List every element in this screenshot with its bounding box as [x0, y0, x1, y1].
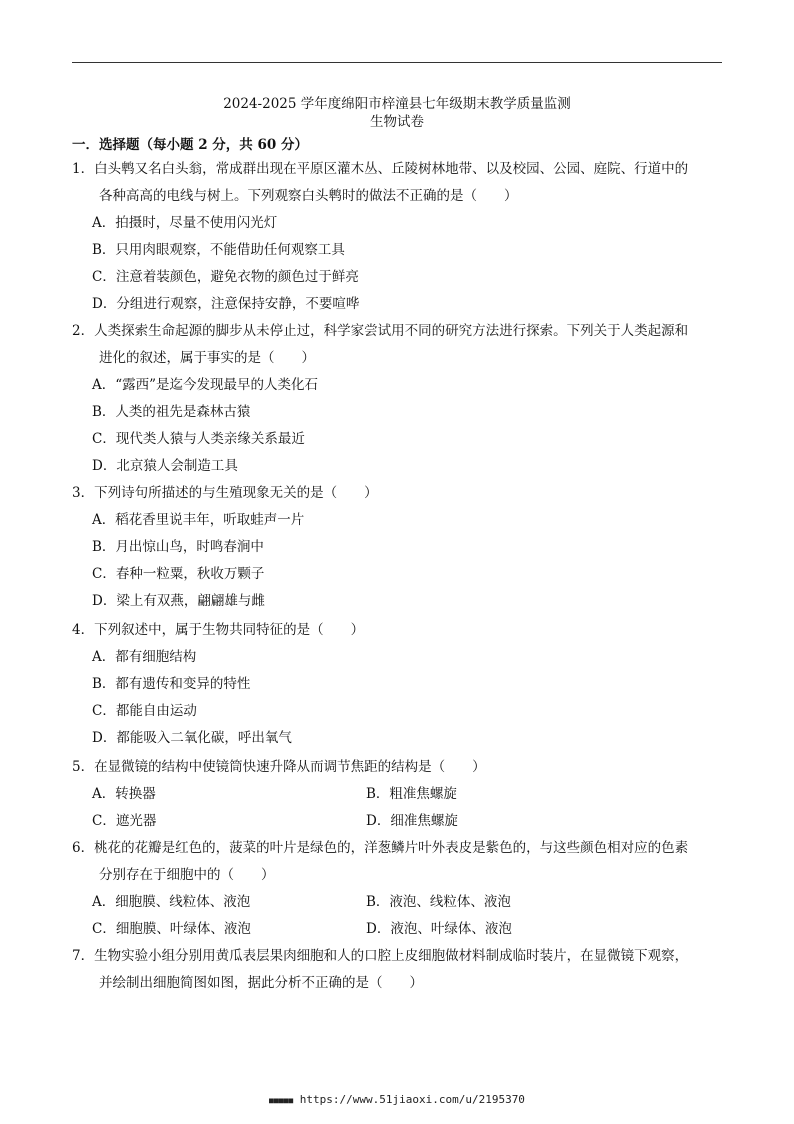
question-5-option-d: D．细准焦螺旋	[366, 813, 458, 829]
question-2-option-b: B．人类的祖先是森林古猿	[92, 404, 251, 420]
page-title: 2024-2025 学年度绵阳市梓潼县七年级期末教学质量监测	[223, 96, 571, 112]
question-5-option-a: A．转换器	[92, 786, 156, 802]
question-4-option-b: B．都有遗传和变异的特性	[92, 676, 251, 692]
question-1-line-1: 1．白头鹎又名白头翁，常成群出现在平原区灌木丛、丘陵树林地带、以及校园、公园、庭院、行道中的	[72, 161, 689, 177]
question-6-option-d: D．液泡、叶绿体、液泡	[366, 921, 512, 937]
question-1-option-d: D．分组进行观察，注意保持安静，不要喧哗	[92, 296, 360, 312]
question-3-line-1: 3．下列诗句所描述的与生殖现象无关的是（ ）	[72, 485, 378, 501]
question-7-line-2: 并绘制出细胞简图如图，据此分析不正确的是（ ）	[72, 975, 423, 991]
question-2-line-2: 进化的叙述，属于事实的是（ ）	[72, 350, 315, 366]
question-1-option-c: C．注意着装颜色，避免衣物的颜色过于鲜亮	[92, 269, 359, 285]
question-7-line-1: 7．生物实验小组分别用黄瓜表层果肉细胞和人的口腔上皮细胞做材料制成临时装片，在显微镜下观察，	[72, 948, 689, 964]
question-3-option-d: D．梁上有双燕，翩翩雄与雌	[92, 593, 265, 609]
page-subtitle: 生物试卷	[370, 114, 424, 130]
section-heading: 一．选择题（每小题 2 分，共 60 分）	[72, 137, 308, 153]
question-6-option-a: A．细胞膜、线粒体、液泡	[92, 894, 251, 910]
page-footer	[0, 1093, 794, 1106]
question-1-option-a: A．拍摄时，尽量不使用闪光灯	[92, 215, 278, 231]
question-3-option-c: C．春种一粒粟，秋收万颗子	[92, 566, 265, 582]
question-6-line-1: 6．桃花的花瓣是红色的，菠菜的叶片是绿色的，洋葱鳞片叶外表皮是紫色的，与这些颜色相对应的色素	[72, 840, 689, 856]
question-1-line-2: 各种高高的电线与树上。下列观察白头鹎时的做法不正确的是（ ）	[72, 188, 518, 204]
question-4-option-a: A．都有细胞结构	[92, 649, 197, 665]
question-2-option-a: A．“露西”是迄今发现最早的人类化石	[92, 377, 319, 393]
question-3-option-b: B．月出惊山鸟，时鸣春涧中	[92, 539, 264, 555]
footer-url[interactable]: https://www.51jiaoxi.com/u/2195370	[299, 1093, 525, 1106]
question-4-option-d: D．都能吸入二氧化碳，呼出氧气	[92, 730, 292, 746]
question-5-option-c: C．遮光器	[92, 813, 157, 829]
question-4-option-c: C．都能自由运动	[92, 703, 197, 719]
question-6-option-c: C．细胞膜、叶绿体、液泡	[92, 921, 251, 937]
footer-logo: ■■■■■	[269, 1096, 294, 1105]
question-4-line-1: 4．下列叙述中，属于生物共同特征的是（ ）	[72, 622, 365, 638]
question-3-option-a: A．稻花香里说丰年，听取蛙声一片	[92, 512, 305, 528]
top-rule	[72, 62, 722, 63]
question-2-option-d: D．北京猿人会制造工具	[92, 458, 238, 474]
question-6-line-2: 分别存在于细胞中的（ ）	[72, 867, 275, 883]
question-5-option-b: B．粗准焦螺旋	[366, 786, 457, 802]
question-2-option-c: C．现代类人猿与人类亲缘关系最近	[92, 431, 305, 447]
question-6-option-b: B．液泡、线粒体、液泡	[366, 894, 511, 910]
question-1-option-b: B．只用肉眼观察，不能借助任何观察工具	[92, 242, 345, 258]
question-5-line-1: 5．在显微镜的结构中使镜筒快速升降从而调节焦距的结构是（ ）	[72, 759, 486, 775]
question-2-line-1: 2．人类探索生命起源的脚步从未停止过，科学家尝试用不同的研究方法进行探索。下列关于人类起源和	[72, 323, 689, 339]
